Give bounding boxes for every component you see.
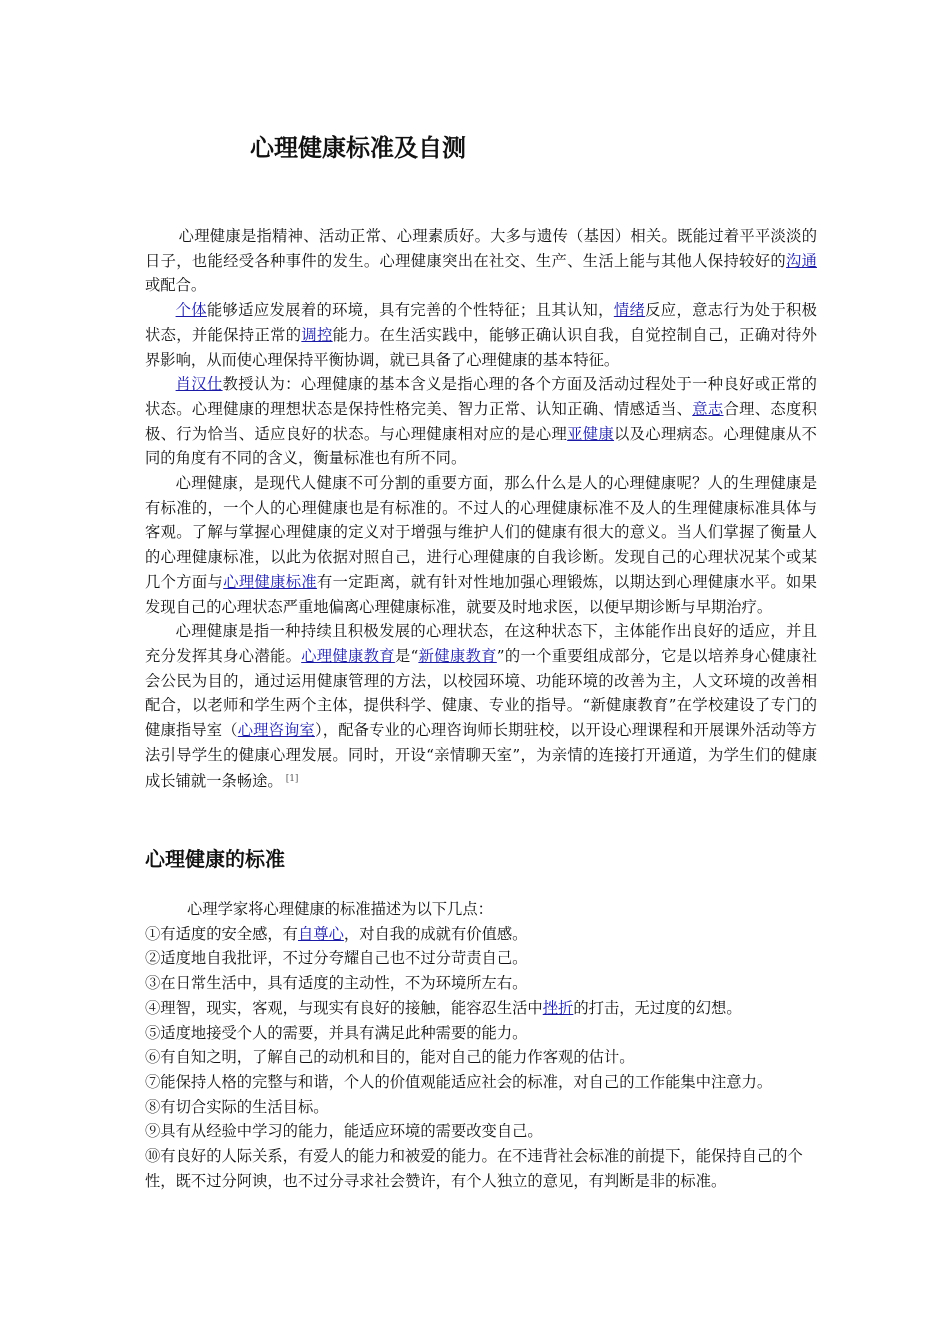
link-xinli-jiankang-biaozhun[interactable]: 心理健康标准	[223, 572, 317, 591]
link-geti[interactable]: 个体	[175, 301, 207, 320]
link-xinli-zixunshi[interactable]: 心理咨询室	[237, 721, 315, 740]
link-tiaokong[interactable]: 调控	[301, 325, 333, 344]
link-xinli-jiankang-jiaoyu[interactable]: 心理健康教育	[301, 646, 395, 665]
text: 心理健康，是现代人健康不可分割的重要方面，那么什么是人的心理健康呢？人的生理健康是有标准的，一个人的心理健康也是有标准的。不过人的心理健康标准不及人的生理健康标准具体与客观。了解与掌握心理健康的定义对于增强与维护人们的健康有很大的意义。当人们掌握了衡量人的心理健康标准，以此为依据对照自己，进行心理健康的自我诊断。发现自己的心理状况某个或某几个方面与	[145, 474, 817, 591]
list-item: ⑨具有从经验中学习的能力，能适应环境的需要改变自己。	[145, 1122, 543, 1141]
list-item: ⑧有切合实际的生活目标。	[145, 1097, 329, 1116]
text: 教授认为：心理健康的基本含义是指心理的各个方面及活动过程处于一种良好或正常的状态。心理健康的理想状态是保持性格完美、智力正常、认知正确、情感适当、	[145, 375, 817, 418]
text: 心理健康是指一种持续且积极发展的心理状态，在这种状态下，主体能作出良好的适应，并且充分发挥其身心潜能。	[145, 622, 817, 665]
link-cuozhe[interactable]: 挫折	[542, 998, 574, 1017]
link-xiaohanshi[interactable]: 肖汉仕	[175, 375, 223, 394]
link-qingxu[interactable]: 情绪	[613, 301, 646, 320]
list-item	[145, 996, 825, 1021]
text: 能力。在生活实践中，能够正确认识自我，自觉控制自己，正确对待外界影响，从而使心理保持平衡协调，就已具备了心理健康的基本特征。	[145, 325, 817, 369]
text: 能够适应发展着的环境，具有完善的个性特征；且其认知，	[206, 301, 614, 320]
article-body	[145, 224, 817, 794]
list-item: ⑥有自知之明，了解自己的动机和目的，能对自己的能力作客观的估计。	[145, 1048, 635, 1067]
paragraph-4	[145, 471, 817, 619]
link-xin-jiankang-jiaoyu[interactable]: 新健康教育	[418, 646, 497, 665]
text: 的打击，无过度的幻想。	[573, 998, 742, 1017]
list-item: ⑩有良好的人际关系，有爱人的能力和被爱的能力。在不违背社会标准的前提下，能保持自己的个性，既不过分阿谀，也不过分寻求社会赞许，有个人独立的意见，有判断是非的标准。	[145, 1147, 803, 1190]
list-item: ②适度地自我批评，不过分夸耀自己也不过分苛责自己。	[145, 949, 528, 968]
section-heading: 心理健康的标准	[145, 847, 285, 871]
text: 是“	[394, 646, 419, 665]
link-yizhi[interactable]: 意志	[692, 399, 724, 418]
link-goutong[interactable]: 沟通	[786, 251, 817, 270]
standards-section	[145, 897, 825, 1193]
text: ），配备专业的心理咨询师长期驻校，以开设心理课程和开展课外活动等方法引导学生的健康心理发展。同时，开设“亲情聊天室”，为亲情的连接打开通道，为学生们的健康成长铺就一条畅途。	[145, 721, 817, 791]
text: 有一定距离，就有针对性地加强心理锻炼，以期达到心理健康水平。如果发现自己的心理状态严重地偏离心理健康标准，就要及时地求医，以便早期诊断与早期治疗。	[145, 572, 817, 616]
text: 合理、态度积极、行为恰当、适应良好的状态。与心理健康相对应的是心理	[145, 399, 817, 443]
paragraph-2	[145, 298, 817, 372]
text: ①有适度的安全感，有	[145, 924, 298, 943]
link-yajiankang[interactable]: 亚健康	[567, 424, 615, 443]
text: 或配合。	[145, 276, 207, 295]
standards-list	[145, 922, 825, 1194]
paragraph-5	[145, 619, 817, 794]
text: 反应，意志行为处于积极状态，并能保持正常的	[145, 301, 817, 344]
reference-marker[interactable]: [1]	[285, 774, 299, 785]
list-item: ⑦能保持人格的完整与和谐，个人的价值观能适应社会的标准，对自己的工作能集中注意力。	[145, 1072, 773, 1091]
list-item: ③在日常生活中，具有适度的主动性，不为环境所左右。	[145, 974, 528, 993]
text: 心理健康是指精神、活动正常、心理素质好。大多与遗传（基因）相关。既能过着平平淡淡的日子，也能经受各种事件的发生。心理健康突出在社交、生产、生活上能与其他人保持较好的	[145, 227, 817, 270]
link-zizunxin[interactable]: 自尊心	[297, 924, 344, 943]
text: ，对自我的成就有价值感。	[343, 924, 528, 943]
list-item	[145, 922, 825, 947]
list-item: ⑤适度地接受个人的需要，并具有满足此种需要的能力。	[145, 1023, 528, 1042]
page-title: 心理健康标准及自测	[250, 134, 466, 162]
text: ④理智，现实，客观，与现实有良好的接触，能容忍生活中	[145, 998, 543, 1017]
text: 以及心理病态。心理健康从不同的角度有不同的含义，衡量标准也有所不同。	[145, 424, 817, 468]
paragraph-1	[145, 224, 817, 298]
standards-intro: 心理学家将心理健康的标准描述为以下几点：	[187, 900, 493, 918]
paragraph-3	[145, 372, 817, 471]
text: ”的一个重要组成部分，它是以培养身心健康社会公民为目的，通过运用健康管理的方法，以校园环境、功能环境的改善为主，人文环境的改善相配合，以老师和学生两个主体，提供科学、健康、专业的指导。“新健康教育”在学校建设了专门的健康指导室（	[145, 646, 817, 740]
